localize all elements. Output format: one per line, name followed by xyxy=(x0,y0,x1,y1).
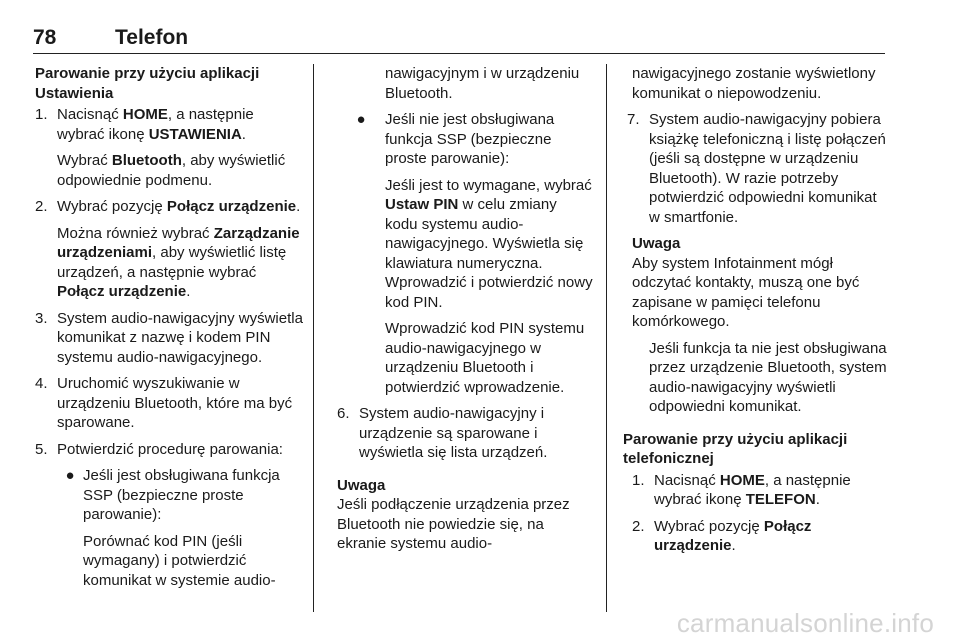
keyword-ustaw-pin: Ustaw PIN xyxy=(385,196,459,213)
page-header xyxy=(33,26,885,50)
note-title: Uwaga xyxy=(632,235,681,252)
note-title: Uwaga xyxy=(337,476,386,494)
step-1-detail: Wybrać Bluetooth, aby wyświetlić odpowiednie podmenu. xyxy=(57,152,286,189)
step-1 xyxy=(623,471,887,510)
step-2 xyxy=(35,197,303,217)
keyword-telefon: TELEFON xyxy=(745,491,816,508)
step-1 xyxy=(35,105,303,144)
heading-line-1: Parowanie przy użyciu aplikacji xyxy=(35,65,260,82)
step-4 xyxy=(35,374,303,433)
step-number: 4. xyxy=(35,375,48,392)
step-number: 7. xyxy=(627,111,640,128)
section-heading xyxy=(35,64,303,103)
step-number: 6. xyxy=(337,405,350,422)
step-text: Potwierdzić procedurę parowania: xyxy=(57,440,283,458)
step-7 xyxy=(623,110,887,227)
bullet-text: Jeśli nie jest obsługiwana funkcja SSP (bezpieczne proste parowanie): xyxy=(385,111,555,167)
bullet-detail-2: Wprowadzić kod PIN systemu audio-nawigacyjnego w urządzeniu Bluetooth i potwierdzić wprowadzenie. xyxy=(385,320,585,396)
bullet-icon: ● xyxy=(65,467,75,484)
section-heading xyxy=(623,430,887,469)
step-5 xyxy=(35,440,303,460)
continued-text: nawigacyjnego zostanie wyświetlony komunikat o niepowodzeniu. xyxy=(632,65,876,102)
note-detail: Jeśli funkcja ta nie jest obsługiwana przez urządzenie Bluetooth, system audio-nawigacyjny wyświetli odpowiedni komunikat. xyxy=(649,339,887,415)
column-1 xyxy=(35,64,303,590)
continued-text: nawigacyjnym i w urządzeniu Bluetooth. xyxy=(385,65,580,102)
chapter-title: Telefon xyxy=(115,26,189,49)
step-2-detail: Można również wybrać Zarządzanie urządzeniami, aby wyświetlić listę urządzeń, a następnie wybrać Połącz urządzenie. xyxy=(57,224,300,300)
header-rule xyxy=(33,53,885,54)
step-2 xyxy=(623,517,887,556)
keyword-bluetooth: Bluetooth xyxy=(111,152,182,169)
heading-line-2: Ustawienia xyxy=(35,84,114,102)
step-text: Nacisnąć HOME, a następnie wybrać ikonę TELEFON. xyxy=(654,471,851,508)
step-number: 2. xyxy=(632,517,645,535)
keyword-ustawienia: USTAWIENIA xyxy=(148,125,242,143)
keyword-home: HOME xyxy=(122,106,168,123)
step-text: System audio-nawigacyjny wyświetla komunikat z nazwę i kodem PIN systemu audio-nawigacyjnego. xyxy=(57,309,303,366)
step-number: 3. xyxy=(35,309,48,327)
watermark: carmanualsonline.info xyxy=(676,608,934,638)
bullet-item xyxy=(337,110,593,169)
column-divider xyxy=(313,64,314,612)
column-3 xyxy=(623,64,887,556)
step-text: System audio-nawigacyjny pobiera książkę telefoniczną i listę połączeń (jeśli są dostępne w urządzeniu Bluetooth). W razie potrzeby potwierdzić odpowiedni komunikat w smartfonie. xyxy=(649,111,886,226)
note-text: Aby system Infotainment mógł odczytać kontakty, muszą one być zapisane w pamięci telefonu komórkowego. xyxy=(632,254,860,330)
step-3 xyxy=(35,309,303,368)
heading-line-2: telefonicznej xyxy=(623,450,714,467)
heading-line-1: Parowanie przy użyciu aplikacji xyxy=(623,430,848,448)
keyword-polacz: Połącz urządzenie xyxy=(57,283,187,300)
step-number: 5. xyxy=(35,440,48,458)
step-text: System audio-nawigacyjny i urządzenie są sparowane i wyświetla się lista urządzeń. xyxy=(359,405,548,461)
bullet-icon: ● xyxy=(356,111,366,128)
keyword-polacz: Połącz urządzenie xyxy=(166,198,297,215)
step-text: Nacisnąć HOME, a następnie wybrać ikonę USTAWIENIA. xyxy=(57,106,254,143)
step-6 xyxy=(337,404,593,463)
keyword-zarzadzanie: Zarządzanie urządzeniami xyxy=(57,224,300,261)
step-number: 2. xyxy=(35,198,48,215)
bullet-detail: Porównać kod PIN (jeśli wymagany) i potwierdzić komunikat w systemie audio- xyxy=(83,532,276,589)
keyword-home: HOME xyxy=(719,471,765,489)
step-number: 1. xyxy=(632,471,645,489)
step-text: Wybrać pozycję Połącz urządzenie. xyxy=(57,198,301,215)
keyword-polacz: Połącz urządzenie xyxy=(654,517,812,554)
column-2 xyxy=(337,64,593,554)
bullet-item xyxy=(57,466,303,525)
page-number: 78 xyxy=(33,26,57,49)
step-text: Uruchomić wyszukiwanie w urządzeniu Bluetooth, które ma być sparowane. xyxy=(57,375,293,431)
step-text: Wybrać pozycję Połącz urządzenie. xyxy=(654,517,812,554)
column-divider xyxy=(606,64,607,612)
note-text: Jeśli podłączenie urządzenia przez Bluetooth nie powiedzie się, na ekranie systemu audio- xyxy=(337,496,570,552)
step-number: 1. xyxy=(35,106,48,123)
bullet-text: Jeśli jest obsługiwana funkcja SSP (bezpieczne proste parowanie): xyxy=(83,467,280,523)
bullet-detail-1: Jeśli jest to wymagane, wybrać Ustaw PIN w celu zmiany kodu systemu audio-nawigacyjnego. Wyświetla się klawiatura numeryczna. Wprowadzić i potwierdzić nowy kod PIN. xyxy=(385,176,593,311)
